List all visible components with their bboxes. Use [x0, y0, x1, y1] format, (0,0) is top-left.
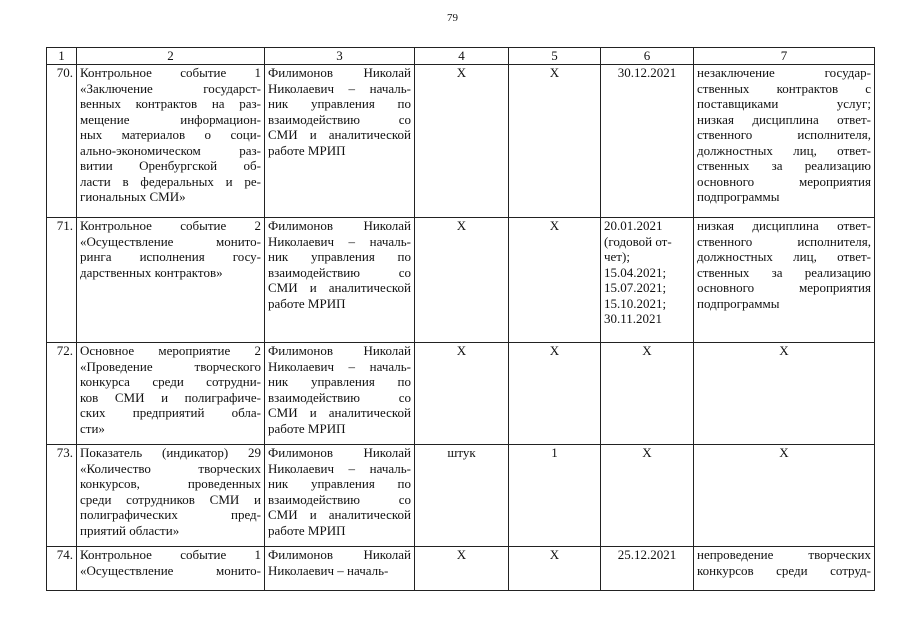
event-cell	[77, 445, 265, 547]
text-line: взаимодействию со	[268, 264, 411, 280]
text-line: СМИ и аналитической	[268, 507, 411, 522]
text-line: Филимонов Николай	[268, 343, 411, 358]
text-line: Основное мероприятие 2	[80, 343, 261, 358]
text-line: подпрограммы	[697, 189, 780, 204]
column-header: 2	[77, 48, 265, 65]
text-line: непроведение творческих	[697, 547, 871, 562]
risks-cell	[694, 218, 875, 343]
text-line: ник управления по	[268, 96, 411, 111]
row-number: 70.	[47, 65, 77, 218]
table-row	[47, 547, 875, 591]
risks-cell	[694, 343, 875, 445]
text-line: СМИ и аналитической	[268, 280, 411, 295]
value-cell: Х	[509, 343, 601, 445]
value-cell: Х	[509, 65, 601, 218]
text-line: СМИ и аналитической	[268, 405, 411, 420]
table-row	[47, 343, 875, 445]
text-line: Николаевич – началь-	[268, 358, 411, 374]
text-line: СМИ и аналитической	[268, 127, 411, 142]
text-line: «Проведение творческого	[80, 358, 261, 374]
text-line: мещение информацион-	[80, 111, 261, 127]
text-line: Николаевич – началь-	[268, 460, 411, 476]
text-line: среди сотрудников СМИ и	[80, 491, 261, 507]
text-line: поставщиками услуг;	[697, 96, 871, 111]
column-header: 4	[415, 48, 509, 65]
text-line: ственных за реализацию	[697, 264, 871, 280]
text-line: 30.12.2021	[617, 65, 677, 80]
text-line: сти»	[80, 420, 105, 436]
text-line: Х	[779, 343, 789, 358]
unit-cell: Х	[415, 343, 509, 445]
text-line: 25.12.2021	[617, 547, 677, 562]
value-cell: Х	[509, 218, 601, 343]
text-line: Х	[642, 445, 652, 460]
text-line: основного мероприятия	[697, 173, 871, 189]
text-line: ник управления по	[268, 374, 411, 389]
text-line: ник управления по	[268, 476, 411, 491]
text-line: приятий области»	[80, 522, 180, 538]
text-line: 15.10.2021;	[604, 295, 667, 311]
text-line: конкурсов среди сотруд-	[697, 562, 871, 578]
deadline-cell	[601, 445, 694, 547]
text-line: витии Оренбургской об-	[80, 158, 261, 173]
table-row	[47, 218, 875, 343]
text-line: работе МРИП	[268, 295, 346, 311]
text-line: Николаевич – началь-	[268, 80, 411, 96]
responsible-cell	[265, 65, 415, 218]
event-cell	[77, 218, 265, 343]
text-line: незаключение государ-	[697, 65, 871, 80]
text-line: ринга исполнения госу-	[80, 249, 261, 264]
text-line: гиональных СМИ»	[80, 189, 186, 204]
text-line: ласти в федеральных и ре-	[80, 173, 261, 189]
column-header: 3	[265, 48, 415, 65]
deadline-cell	[601, 65, 694, 218]
text-line: «Осуществление монито-	[80, 562, 261, 578]
text-line: Филимонов Николай	[268, 65, 411, 80]
text-line: взаимодействию со	[268, 111, 411, 127]
text-line: Николаевич – началь-	[268, 233, 411, 249]
text-line: Контрольное событие 1	[80, 547, 261, 562]
text-line: конкурсов, проведенных	[80, 476, 261, 491]
text-line: должностных лиц, ответ-	[697, 249, 871, 264]
text-line: ственного исполнителя,	[697, 233, 871, 249]
text-line: Показатель (индикатор) 29	[80, 445, 261, 460]
page-number: 79	[447, 12, 458, 24]
value-cell: 1	[509, 445, 601, 547]
text-line: ственного исполнителя,	[697, 127, 871, 142]
row-number: 73.	[47, 445, 77, 547]
risks-cell	[694, 65, 875, 218]
unit-cell: Х	[415, 218, 509, 343]
deadline-cell	[601, 218, 694, 343]
text-line: полиграфических пред-	[80, 507, 261, 522]
table-row	[47, 65, 875, 218]
risks-cell	[694, 547, 875, 591]
column-header: 1	[47, 48, 77, 65]
text-line: взаимодействию со	[268, 389, 411, 405]
row-number: 71.	[47, 218, 77, 343]
text-line: работе МРИП	[268, 142, 346, 158]
responsible-cell	[265, 547, 415, 591]
text-line: (годовой от-	[604, 233, 672, 249]
text-line: Филимонов Николай	[268, 445, 411, 460]
text-line: подпрограммы	[697, 295, 780, 311]
unit-cell: Х	[415, 547, 509, 591]
deadline-cell	[601, 547, 694, 591]
responsible-cell	[265, 218, 415, 343]
plan-table	[46, 47, 875, 591]
text-line: конкурса среди сотрудни-	[80, 374, 261, 389]
text-line: «Осуществление монито-	[80, 233, 261, 249]
responsible-cell	[265, 445, 415, 547]
column-header: 6	[601, 48, 694, 65]
header-row	[47, 48, 875, 65]
row-number: 72.	[47, 343, 77, 445]
text-line: чет);	[604, 249, 630, 264]
event-cell	[77, 547, 265, 591]
value-cell: Х	[509, 547, 601, 591]
text-line: ских предприятий обла-	[80, 405, 261, 420]
deadline-cell	[601, 343, 694, 445]
text-line: «Количество творческих	[80, 460, 261, 476]
row-number: 74.	[47, 547, 77, 591]
risks-cell	[694, 445, 875, 547]
text-line: ственных контрактов с	[697, 80, 871, 96]
event-cell	[77, 65, 265, 218]
event-cell	[77, 343, 265, 445]
responsible-cell	[265, 343, 415, 445]
text-line: 20.01.2021	[604, 218, 663, 233]
text-line: работе МРИП	[268, 522, 346, 538]
text-line: 15.07.2021;	[604, 280, 667, 295]
text-line: должностных лиц, ответ-	[697, 142, 871, 158]
text-line: Контрольное событие 1	[80, 65, 261, 80]
text-line: Филимонов Николай	[268, 218, 411, 233]
text-line: низкая дисциплина ответ-	[697, 111, 871, 127]
text-line: Николаевич – началь-	[268, 562, 389, 578]
text-line: основного мероприятия	[697, 280, 871, 295]
column-header: 7	[694, 48, 875, 65]
text-line: работе МРИП	[268, 420, 346, 436]
text-line: Х	[779, 445, 789, 460]
unit-cell: штук	[415, 445, 509, 547]
text-line: ков СМИ и полиграфиче-	[80, 389, 261, 405]
column-header: 5	[509, 48, 601, 65]
text-line: Х	[642, 343, 652, 358]
text-line: Филимонов Николай	[268, 547, 411, 562]
text-line: ально-экономическом раз-	[80, 142, 261, 158]
text-line: «Заключение государст-	[80, 80, 261, 96]
text-line: взаимодействию со	[268, 491, 411, 507]
text-line: ственных за реализацию	[697, 158, 871, 173]
text-line: ник управления по	[268, 249, 411, 264]
text-line: Контрольное событие 2	[80, 218, 261, 233]
text-line: ных материалов о соци-	[80, 127, 261, 142]
table-row	[47, 445, 875, 547]
text-line: венных контрактов на раз-	[80, 96, 261, 111]
text-line: низкая дисциплина ответ-	[697, 218, 871, 233]
text-line: 15.04.2021;	[604, 264, 667, 280]
text-line: дарственных контрактов»	[80, 264, 223, 280]
unit-cell: Х	[415, 65, 509, 218]
text-line: 30.11.2021	[604, 311, 663, 326]
